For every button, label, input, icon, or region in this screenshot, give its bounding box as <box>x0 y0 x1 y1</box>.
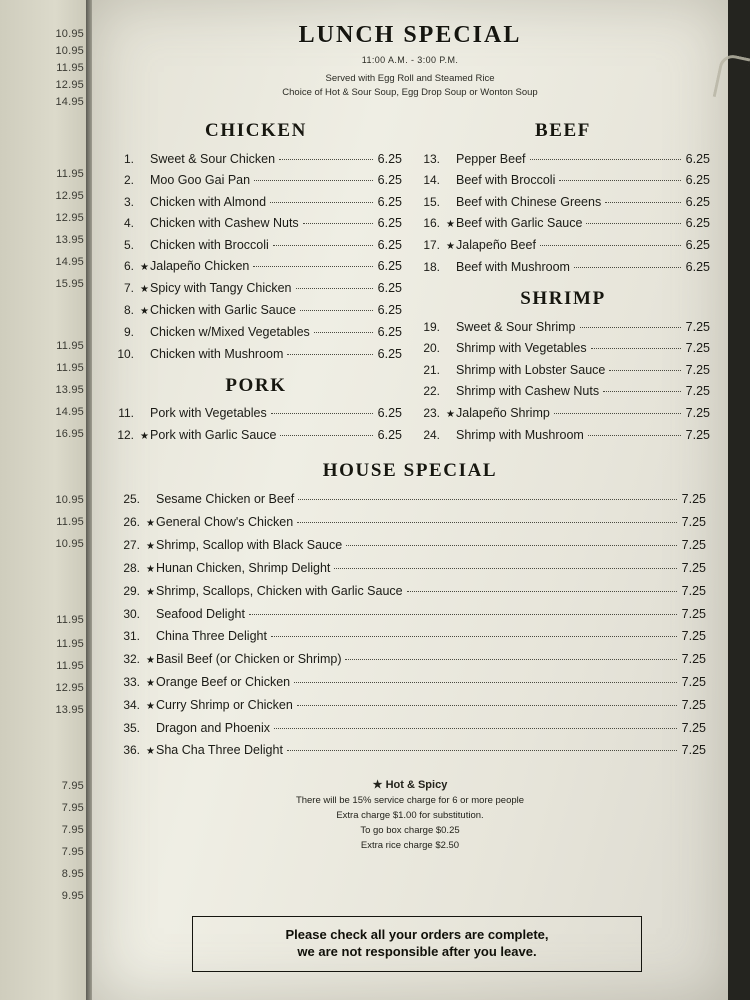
menu-item-price: 7.25 <box>685 319 710 334</box>
menu-item-price: 7.25 <box>685 384 710 398</box>
menu-item <box>416 213 710 235</box>
leader-dots <box>287 750 677 751</box>
menu-item <box>416 316 710 338</box>
menu-item-name: Chicken with Broccoli <box>150 237 269 252</box>
leader-dots <box>249 614 677 615</box>
shrimp-item-list <box>416 316 710 446</box>
menu-item-number: 24. <box>423 427 440 442</box>
menu-item-name: Orange Beef or Chicken <box>156 674 291 689</box>
leader-dots <box>287 354 372 355</box>
house-special-section <box>92 460 728 762</box>
menu-item <box>110 278 402 300</box>
adjacent-page-price: 10.95 <box>55 538 84 550</box>
spicy-star-icon: ★ <box>146 517 155 529</box>
menu-item-number: 8. <box>123 303 134 317</box>
menu-item <box>110 424 402 446</box>
menu-item-name: Shrimp with Mushroom <box>456 427 584 442</box>
menu-item <box>114 648 706 671</box>
menu-item-number: 27. <box>123 537 140 552</box>
menu-item-price: 6.25 <box>377 216 402 230</box>
leader-dots <box>591 348 681 349</box>
menu-item-number: 7. <box>123 281 134 295</box>
menu-item-price: 6.25 <box>685 194 710 209</box>
menu-item-number: 16. <box>423 216 440 230</box>
leader-dots <box>254 180 373 181</box>
menu-item-number: 29. <box>123 583 140 598</box>
section-heading-pork: PORK <box>225 374 287 396</box>
menu-item-price: 7.25 <box>681 674 706 689</box>
adjacent-menu-page <box>0 0 92 1000</box>
menu-item-number: 11. <box>118 406 134 420</box>
spicy-star-icon: ★ <box>146 654 155 666</box>
menu-item <box>416 191 710 213</box>
spicy-star-icon: ★ <box>446 408 455 420</box>
menu-item-price: 7.25 <box>681 651 706 666</box>
menu-item-price: 6.25 <box>685 216 710 230</box>
menu-item-price: 7.25 <box>685 427 710 442</box>
adjacent-page-price: 14.95 <box>55 256 84 268</box>
menu-item-name: Pepper Beef <box>456 151 526 166</box>
menu-item <box>114 671 706 694</box>
adjacent-page-price: 16.95 <box>55 428 84 440</box>
menu-item-price: 6.25 <box>377 259 402 273</box>
adjacent-page-price: 10.95 <box>55 45 84 57</box>
menu-item <box>114 534 706 557</box>
menu-item-name: Beef with Garlic Sauce <box>456 216 583 230</box>
leader-dots <box>273 245 373 246</box>
menu-item <box>110 191 402 213</box>
menu-item-price: 6.25 <box>377 325 402 339</box>
menu-item-number: 12. <box>117 427 134 442</box>
to-go-box-charge-note: To go box charge $0.25 <box>360 825 460 836</box>
leader-dots <box>530 159 681 160</box>
menu-item-number: 3. <box>123 194 134 209</box>
menu-item-price: 7.25 <box>685 362 710 377</box>
menu-item-number: 18. <box>423 260 440 274</box>
menu-item <box>114 603 706 626</box>
menu-item-price: 7.25 <box>685 405 710 420</box>
leader-dots <box>554 413 681 414</box>
menu-item <box>114 580 706 603</box>
menu-item-name: Jalapeño Shrimp <box>456 405 550 420</box>
menu-item <box>416 381 710 403</box>
menu-item-number: 20. <box>423 341 440 355</box>
notice-line-2: we are not responsible after you leave. <box>297 944 537 960</box>
menu-item-price: 6.25 <box>377 173 402 187</box>
menu-item-price: 7.25 <box>681 720 706 735</box>
menu-item-name: Seafood Delight <box>156 606 245 621</box>
menu-item <box>110 234 402 256</box>
menu-item-name: Basil Beef (or Chicken or Shrimp) <box>156 651 342 666</box>
adjacent-page-price: 7.95 <box>61 824 84 836</box>
leader-dots <box>297 522 676 523</box>
adjacent-page-price: 13.95 <box>55 704 84 716</box>
menu-item-name: China Three Delight <box>156 629 267 643</box>
menu-item <box>416 235 710 257</box>
menu-item <box>416 424 710 446</box>
leader-dots <box>574 267 681 268</box>
leader-dots <box>346 545 676 546</box>
chicken-item-list <box>110 148 402 365</box>
extra-rice-charge-note: Extra rice charge $2.50 <box>360 840 460 851</box>
menu-item-number: 15. <box>423 194 440 209</box>
menu-item-price: 7.25 <box>681 492 706 506</box>
menu-item-name: Curry Shrimp or Chicken <box>156 697 293 712</box>
menu-item-price: 6.25 <box>377 346 402 361</box>
menu-item-price: 6.25 <box>377 237 402 252</box>
leader-dots <box>298 499 676 500</box>
leader-dots <box>271 413 373 414</box>
menu-item-number: 9. <box>123 325 134 339</box>
adjacent-page-price: 7.95 <box>61 846 84 858</box>
menu-item-price: 6.25 <box>685 173 710 187</box>
adjacent-page-price: 11.95 <box>56 362 84 374</box>
spicy-star-icon: ★ <box>446 219 455 230</box>
menu-item-price: 7.25 <box>681 560 706 575</box>
menu-item-price: 6.25 <box>377 151 402 166</box>
leader-dots <box>407 591 677 592</box>
spicy-key: ★ Hot & Spicy <box>372 779 448 791</box>
menu-item-name: Jalapeño Chicken <box>150 259 250 273</box>
leader-dots <box>303 223 373 224</box>
menu-item-name: Sesame Chicken or Beef <box>156 492 295 506</box>
menu-item-name: Shrimp with Cashew Nuts <box>456 384 600 398</box>
menu-item-number: 36. <box>123 743 140 757</box>
leader-dots <box>294 682 677 683</box>
substitution-charge-note: Extra charge $1.00 for substitution. <box>336 810 484 821</box>
menu-item-name: Chicken with Garlic Sauce <box>150 303 296 317</box>
menu-item <box>416 257 710 279</box>
menu-item-number: 21. <box>423 362 440 377</box>
menu-item <box>110 170 402 192</box>
left-column <box>110 110 410 446</box>
menu-item-number: 35. <box>123 720 140 735</box>
section-heading-house-special: HOUSE SPECIAL <box>322 460 498 481</box>
menu-item-name: Moo Goo Gai Pan <box>150 173 251 187</box>
leader-dots <box>345 659 676 660</box>
menu-item <box>110 300 402 322</box>
menu-item-name: Chicken with Mushroom <box>150 346 284 361</box>
menu-item-price: 7.25 <box>681 583 706 598</box>
leader-dots <box>279 159 373 160</box>
menu-item-number: 25. <box>123 492 140 506</box>
menu-item-name: Shrimp with Vegetables <box>456 341 587 355</box>
lunch-special-menu-page <box>92 0 728 1000</box>
adjacent-page-price: 11.95 <box>56 660 84 672</box>
menu-item-name: Chicken w/Mixed Vegetables <box>150 325 310 339</box>
adjacent-page-price: 7.95 <box>61 802 84 814</box>
leader-dots <box>274 728 677 729</box>
menu-item-price: 6.25 <box>377 194 402 209</box>
spicy-star-icon: ★ <box>140 306 149 317</box>
menu-item-price: 6.25 <box>377 427 402 442</box>
menu-item-number: 34. <box>123 697 140 712</box>
menu-item <box>416 402 710 424</box>
pork-item-list <box>110 403 402 447</box>
section-heading-shrimp: SHRIMP <box>520 288 606 309</box>
leader-dots <box>540 245 681 246</box>
menu-item-number: 28. <box>123 560 140 575</box>
menu-item-name: Shrimp with Lobster Sauce <box>456 362 606 377</box>
spicy-star-icon: ★ <box>140 430 149 442</box>
menu-item-price: 7.25 <box>681 537 706 552</box>
spicy-star-icon: ★ <box>146 746 155 757</box>
adjacent-page-price: 11.95 <box>56 168 84 180</box>
page-title: LUNCH SPECIAL <box>298 22 522 48</box>
menu-item-price: 7.25 <box>681 697 706 712</box>
menu-item-name: Dragon and Phoenix <box>156 720 270 735</box>
section-heading-chicken: CHICKEN <box>205 120 307 141</box>
menu-item <box>416 148 710 170</box>
menu-item <box>114 694 706 717</box>
menu-item-number: 14. <box>423 173 440 187</box>
menu-item-price: 6.25 <box>377 303 402 317</box>
menu-item-price: 7.25 <box>681 514 706 529</box>
menu-item-name: Shrimp, Scallops, Chicken with Garlic Sauce <box>156 583 403 598</box>
right-column <box>410 110 710 446</box>
menu-item-name: Pork with Garlic Sauce <box>150 427 277 442</box>
leader-dots <box>609 370 680 371</box>
menu-item-name: Chicken with Almond <box>150 194 267 209</box>
adjacent-page-price: 13.95 <box>55 384 84 396</box>
leader-dots <box>296 288 373 289</box>
menu-item-name: Chicken with Cashew Nuts <box>150 216 299 230</box>
menu-item-number: 13. <box>423 151 440 166</box>
leader-dots <box>270 202 373 203</box>
spicy-star-icon: ★ <box>446 241 455 252</box>
service-charge-note: There will be 15% service charge for 6 or more people <box>295 795 525 806</box>
menu-item-number: 22. <box>423 384 440 398</box>
menu-item-name: Spicy with Tangy Chicken <box>150 281 292 295</box>
menu-item-name: Sweet & Sour Chicken <box>150 151 276 166</box>
adjacent-page-price: 11.95 <box>56 614 84 626</box>
menu-item-price: 6.25 <box>685 260 710 274</box>
section-heading-beef: BEEF <box>534 120 592 141</box>
leader-dots <box>297 705 677 706</box>
beef-item-list <box>416 148 710 278</box>
order-check-notice <box>192 916 642 972</box>
adjacent-page-price: 7.95 <box>61 780 84 792</box>
menu-item-name: General Chow's Chicken <box>156 514 294 529</box>
leader-dots <box>280 435 372 436</box>
leader-dots <box>580 327 681 328</box>
menu-item-number: 2. <box>123 173 134 187</box>
leader-dots <box>253 266 372 267</box>
menu-item-name: Shrimp, Scallop with Black Sauce <box>156 537 343 552</box>
menu-item <box>114 717 706 740</box>
menu-item-number: 33. <box>123 674 140 689</box>
menu-item <box>114 511 706 534</box>
menu-item-number: 32. <box>123 651 140 666</box>
adjacent-page-price: 12.95 <box>55 190 84 202</box>
menu-item <box>114 625 706 648</box>
soup-choice-note: Choice of Hot & Sour Soup, Egg Drop Soup or Wonton Soup <box>282 87 538 98</box>
menu-item-price: 6.25 <box>377 281 402 295</box>
adjacent-page-price: 11.95 <box>56 516 84 528</box>
menu-item-number: 26. <box>123 514 140 529</box>
menu-item-number: 1. <box>123 151 134 166</box>
leader-dots <box>603 391 681 392</box>
menu-item <box>110 403 402 425</box>
menu-item-name: Beef with Mushroom <box>456 260 570 274</box>
menu-item <box>110 322 402 344</box>
menu-item-name: Hunan Chicken, Shrimp Delight <box>156 560 331 575</box>
served-with-note: Served with Egg Roll and Steamed Rice <box>325 73 495 84</box>
menu-item <box>114 488 706 511</box>
adjacent-page-price: 15.95 <box>55 278 84 290</box>
menu-item <box>416 359 710 381</box>
menu-item-number: 19. <box>423 319 440 334</box>
menu-item-price: 7.25 <box>681 629 706 643</box>
menu-item-number: 17. <box>423 238 440 252</box>
menu-item-name: Beef with Chinese Greens <box>456 194 602 209</box>
menu-item-number: 31. <box>123 629 140 643</box>
menu-item <box>110 213 402 235</box>
adjacent-page-price: 12.95 <box>55 79 84 91</box>
menu-item-name: Sha Cha Three Delight <box>156 743 283 757</box>
menu-item-price: 7.25 <box>685 341 710 355</box>
menu-item-price: 6.25 <box>685 151 710 166</box>
menu-item <box>110 343 402 365</box>
adjacent-page-price: 11.95 <box>56 340 84 352</box>
two-column-menu <box>92 110 728 446</box>
menu-item <box>114 557 706 580</box>
photo-background-right <box>728 0 750 1000</box>
footnotes <box>92 778 728 851</box>
spicy-star-icon: ★ <box>146 586 155 598</box>
adjacent-page-price: 8.95 <box>61 868 84 880</box>
house-special-item-list <box>114 488 706 762</box>
menu-item-number: 4. <box>123 216 134 230</box>
notice-line-1: Please check all your orders are complete, <box>285 926 549 942</box>
menu-item <box>114 739 706 762</box>
menu-item-price: 6.25 <box>377 406 402 420</box>
spicy-star-icon: ★ <box>140 284 149 295</box>
leader-dots <box>314 332 373 333</box>
adjacent-page-price: 12.95 <box>55 682 84 694</box>
spicy-star-icon: ★ <box>146 563 155 575</box>
spicy-star-icon: ★ <box>146 677 155 689</box>
leader-dots <box>605 202 680 203</box>
leader-dots <box>334 568 676 569</box>
adjacent-page-price: 10.95 <box>55 28 84 40</box>
adjacent-page-price: 12.95 <box>55 212 84 224</box>
leader-dots <box>586 223 680 224</box>
adjacent-page-price: 14.95 <box>55 96 84 108</box>
menu-item-number: 6. <box>123 259 134 273</box>
spicy-star-icon: ★ <box>146 700 155 712</box>
menu-item-number: 5. <box>123 237 134 252</box>
menu-item-name: Sweet & Sour Shrimp <box>456 319 576 334</box>
menu-item <box>416 338 710 360</box>
service-hours: 11:00 A.M. - 3:00 P.M. <box>361 55 459 65</box>
adjacent-page-price: 11.95 <box>56 638 84 650</box>
menu-item-price: 6.25 <box>685 238 710 252</box>
leader-dots <box>300 310 373 311</box>
menu-item-price: 7.25 <box>681 743 706 757</box>
adjacent-page-price: 10.95 <box>55 494 84 506</box>
menu-item-name: Beef with Broccoli <box>456 173 556 187</box>
adjacent-page-price: 9.95 <box>61 890 84 902</box>
menu-item-name: Pork with Vegetables <box>150 406 267 420</box>
leader-dots <box>271 636 677 637</box>
adjacent-page-price: 14.95 <box>55 406 84 418</box>
leader-dots <box>559 180 680 181</box>
menu-item-number: 30. <box>123 606 140 621</box>
menu-item-number: 10. <box>117 346 134 361</box>
menu-item-name: Jalapeño Beef <box>456 238 536 252</box>
menu-item-number: 23. <box>423 405 440 420</box>
spicy-star-icon: ★ <box>146 540 155 552</box>
menu-item <box>110 256 402 278</box>
adjacent-page-price: 11.95 <box>56 62 84 74</box>
menu-item <box>416 170 710 192</box>
leader-dots <box>588 435 681 436</box>
spicy-star-icon: ★ <box>140 262 149 273</box>
adjacent-page-price: 13.95 <box>55 234 84 246</box>
menu-item <box>110 148 402 170</box>
menu-item-price: 7.25 <box>681 606 706 621</box>
